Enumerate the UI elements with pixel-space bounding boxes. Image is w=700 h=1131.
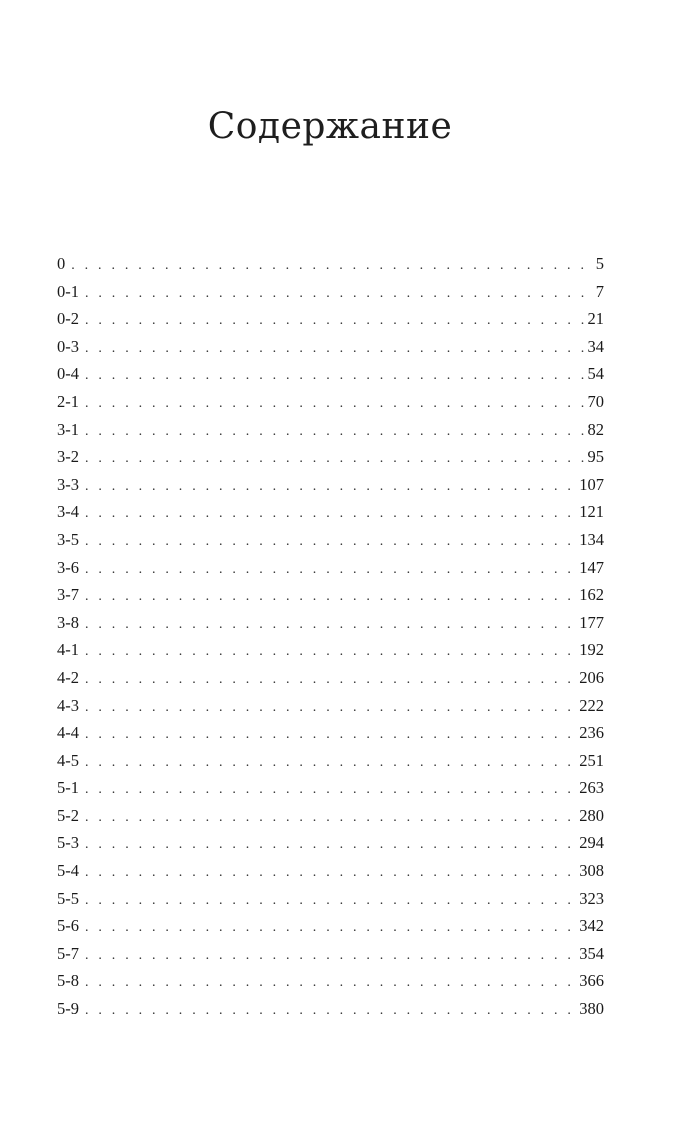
toc-entry-label: 0-3 xyxy=(57,336,79,356)
dot-leader xyxy=(85,335,584,361)
toc-entry[interactable] xyxy=(57,278,604,306)
toc-entry[interactable] xyxy=(57,305,604,333)
toc-entry[interactable] xyxy=(57,360,604,388)
toc-entry-page: 121 xyxy=(579,502,604,522)
toc-entry-label: 3-2 xyxy=(57,447,79,467)
table-of-contents xyxy=(57,250,604,1023)
toc-entry-page: 354 xyxy=(579,943,604,963)
toc-entry-page: 7 xyxy=(595,281,604,301)
toc-entry-page: 192 xyxy=(579,640,604,660)
toc-entry[interactable] xyxy=(57,388,604,416)
dot-leader xyxy=(85,859,575,885)
toc-entry-page: 134 xyxy=(579,529,604,549)
dot-leader xyxy=(85,804,575,830)
toc-entry-page: 34 xyxy=(587,336,604,356)
toc-entry-page: 147 xyxy=(579,557,604,577)
toc-entry[interactable] xyxy=(57,526,604,554)
toc-entry-page: 95 xyxy=(587,447,604,467)
dot-leader xyxy=(85,445,584,471)
dot-leader xyxy=(85,556,575,582)
toc-entry-label: 2-1 xyxy=(57,391,79,411)
toc-entry-page: 323 xyxy=(579,888,604,908)
dot-leader xyxy=(85,942,575,968)
toc-entry[interactable] xyxy=(57,250,604,278)
page-title: Содержание xyxy=(207,106,453,147)
toc-entry[interactable] xyxy=(57,995,604,1023)
toc-entry-label: 5-4 xyxy=(57,861,79,881)
toc-entry-label: 3-8 xyxy=(57,612,79,632)
toc-entry-page: 294 xyxy=(579,833,604,853)
dot-leader xyxy=(85,969,575,995)
dot-leader xyxy=(85,473,575,499)
toc-entry-page: 236 xyxy=(579,723,604,743)
toc-entry-page: 263 xyxy=(579,778,604,798)
dot-leader xyxy=(85,611,575,637)
toc-entry[interactable] xyxy=(57,885,604,913)
dot-leader xyxy=(85,694,575,720)
toc-entry-label: 3-1 xyxy=(57,419,79,439)
dot-leader xyxy=(85,749,575,775)
dot-leader xyxy=(85,418,584,444)
toc-entry-label: 3-7 xyxy=(57,585,79,605)
toc-entry-label: 4-5 xyxy=(57,750,79,770)
toc-entry-label: 4-2 xyxy=(57,667,79,687)
toc-entry[interactable] xyxy=(57,719,604,747)
dot-leader xyxy=(85,528,575,554)
toc-entry-label: 0-2 xyxy=(57,309,79,329)
toc-entry[interactable] xyxy=(57,829,604,857)
dot-leader xyxy=(85,390,584,416)
dot-leader xyxy=(85,997,575,1023)
toc-entry[interactable] xyxy=(57,802,604,830)
toc-entry[interactable] xyxy=(57,967,604,995)
toc-entry-page: 342 xyxy=(579,916,604,936)
toc-entry-label: 3-5 xyxy=(57,529,79,549)
toc-entry-label: 3-3 xyxy=(57,474,79,494)
dot-leader xyxy=(85,362,584,388)
toc-entry[interactable] xyxy=(57,581,604,609)
dot-leader xyxy=(85,280,592,306)
dot-leader xyxy=(85,500,575,526)
toc-entry-label: 5-6 xyxy=(57,916,79,936)
toc-entry-page: 251 xyxy=(579,750,604,770)
toc-entry[interactable] xyxy=(57,857,604,885)
toc-entry[interactable] xyxy=(57,774,604,802)
toc-entry-label: 5-3 xyxy=(57,833,79,853)
dot-leader xyxy=(85,914,575,940)
toc-entry-page: 280 xyxy=(579,805,604,825)
dot-leader xyxy=(85,638,575,664)
toc-entry[interactable] xyxy=(57,333,604,361)
toc-entry-label: 5-2 xyxy=(57,805,79,825)
toc-entry[interactable] xyxy=(57,692,604,720)
dot-leader xyxy=(85,666,575,692)
toc-entry[interactable] xyxy=(57,664,604,692)
toc-entry-page: 21 xyxy=(587,309,604,329)
toc-entry-label: 5-1 xyxy=(57,778,79,798)
toc-entry-label: 3-4 xyxy=(57,502,79,522)
dot-leader xyxy=(85,887,575,913)
dot-leader xyxy=(71,252,592,278)
toc-entry[interactable] xyxy=(57,940,604,968)
toc-entry-page: 82 xyxy=(587,419,604,439)
toc-entry[interactable] xyxy=(57,747,604,775)
toc-entry-label: 0 xyxy=(57,254,66,273)
toc-entry-page: 54 xyxy=(587,364,604,384)
toc-entry-page: 206 xyxy=(579,667,604,687)
toc-entry[interactable] xyxy=(57,636,604,664)
toc-entry-label: 5-5 xyxy=(57,888,79,908)
toc-entry-label: 5-9 xyxy=(57,999,79,1019)
toc-entry[interactable] xyxy=(57,609,604,637)
toc-entry-label: 5-7 xyxy=(57,943,79,963)
dot-leader xyxy=(85,721,575,747)
toc-entry[interactable] xyxy=(57,498,604,526)
toc-entry-page: 162 xyxy=(579,585,604,605)
toc-entry-page: 177 xyxy=(579,612,604,632)
toc-entry-label: 0-1 xyxy=(57,281,79,301)
toc-entry-page: 107 xyxy=(579,474,604,494)
toc-entry-page: 380 xyxy=(579,999,604,1019)
toc-entry-page: 5 xyxy=(595,254,604,273)
toc-entry[interactable] xyxy=(57,554,604,582)
dot-leader xyxy=(85,831,575,857)
dot-leader xyxy=(85,583,575,609)
dot-leader xyxy=(85,307,584,333)
toc-entry[interactable] xyxy=(57,471,604,499)
toc-entry-page: 70 xyxy=(587,391,604,411)
dot-leader xyxy=(85,776,575,802)
toc-entry-label: 4-4 xyxy=(57,723,79,743)
toc-entry[interactable] xyxy=(57,912,604,940)
toc-entry-label: 3-6 xyxy=(57,557,79,577)
toc-entry-page: 308 xyxy=(579,861,604,881)
toc-entry-page: 222 xyxy=(579,695,604,715)
toc-entry-label: 4-1 xyxy=(57,640,79,660)
toc-entry[interactable] xyxy=(57,416,604,444)
toc-entry-label: 0-4 xyxy=(57,364,79,384)
toc-entry-label: 5-8 xyxy=(57,971,79,991)
toc-entry-page: 366 xyxy=(579,971,604,991)
toc-entry-label: 4-3 xyxy=(57,695,79,715)
toc-entry[interactable] xyxy=(57,443,604,471)
